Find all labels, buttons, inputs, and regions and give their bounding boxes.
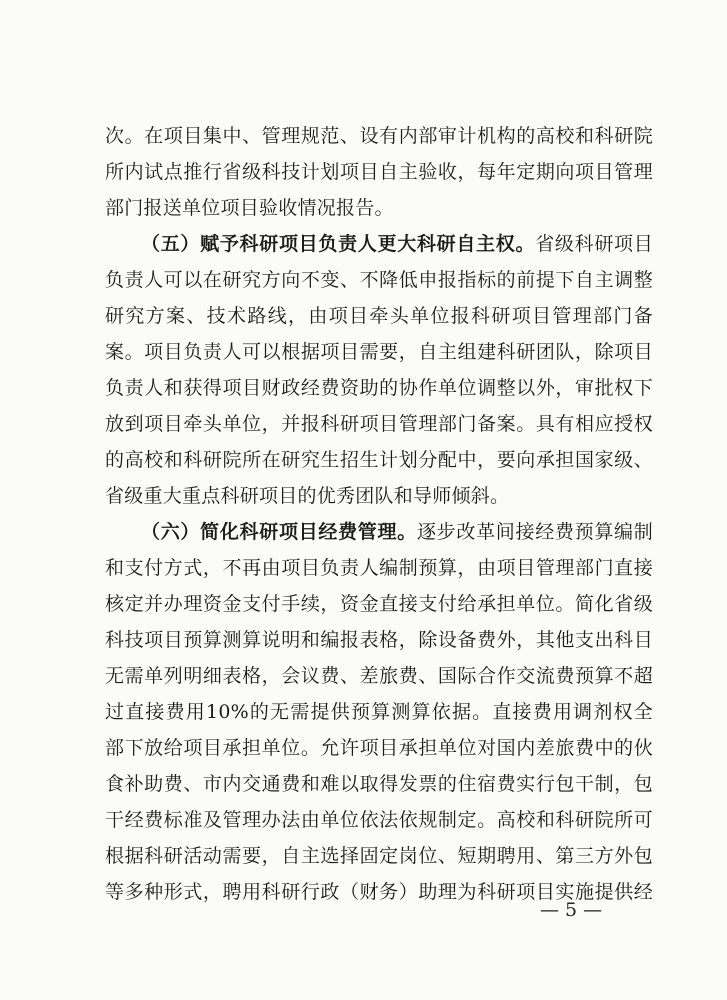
section-heading: （六）简化科研项目经费管理。 <box>141 521 417 543</box>
body-text: 等多种形式，聘用科研行政（财务）助理为科研项目实施提供经 <box>105 881 653 903</box>
body-text: 食补助费、市内交通费和难以取得发票的住宿费实行包干制，包 <box>105 773 653 795</box>
text-line <box>105 370 653 406</box>
body-text: 科技项目预算测算说明和编报表格，除设备费外，其他支出科目 <box>105 629 653 651</box>
body-text: 部门报送单位项目验收情况报告。 <box>105 197 394 219</box>
body-text: 根据科研活动需要，自主选择固定岗位、短期聘用、第三方外包 <box>105 845 653 867</box>
text-line <box>105 226 653 262</box>
body-text: 负责人和获得项目财政经费资助的协作单位调整以外，审批权下 <box>105 377 653 399</box>
text-line <box>105 442 653 478</box>
text-line <box>105 298 653 334</box>
text-line <box>105 802 653 838</box>
text-line <box>105 658 653 694</box>
body-text: 核定并办理资金支付手续，资金直接支付给承担单位。简化省级 <box>105 593 653 615</box>
body-text: 和支付方式，不再由项目负责人编制预算，由项目管理部门直接 <box>105 557 653 579</box>
body-text: 所内试点推行省级科技计划项目自主验收，每年定期向项目管理 <box>105 161 653 183</box>
body-text: 逐步改革间接经费预算编制 <box>416 521 653 543</box>
body-text: 过直接费用10%的无需提供预算测算依据。直接费用调剂权全 <box>105 701 653 723</box>
text-line <box>105 766 653 802</box>
page-number: — 5 — <box>540 899 603 921</box>
body-text: 省级重大重点科研项目的优秀团队和导师倾斜。 <box>105 485 510 507</box>
text-line <box>105 406 653 442</box>
body-text: 放到项目牵头单位，并报科研项目管理部门备案。具有相应授权 <box>105 413 653 435</box>
text-line <box>105 586 653 622</box>
body-text: 干经费标准及管理办法由单位依法依规制定。高校和科研院所可 <box>105 809 653 831</box>
text-line <box>105 514 653 550</box>
body-text: 次。在项目集中、管理规范、设有内部审计机构的高校和科研院 <box>105 125 653 147</box>
text-line <box>105 550 653 586</box>
text-line <box>105 154 653 190</box>
text-line <box>105 262 653 298</box>
text-line <box>105 478 653 514</box>
text-line <box>105 622 653 658</box>
body-text: 无需单列明细表格，会议费、差旅费、国际合作交流费预算不超 <box>105 665 653 687</box>
text-line <box>105 694 653 730</box>
text-line <box>105 334 653 370</box>
body-text: 的高校和科研院所在研究生招生计划分配中，要向承担国家级、 <box>105 449 653 471</box>
body-text: 负责人可以在研究方向不变、不降低申报指标的前提下自主调整 <box>105 269 653 291</box>
text-line <box>105 190 653 226</box>
section-heading: （五）赋予科研项目负责人更大科研自主权。 <box>141 233 536 255</box>
text-line <box>105 118 653 154</box>
body-text: 案。项目负责人可以根据项目需要，自主组建科研团队，除项目 <box>105 341 653 363</box>
body-text: 部下放给项目承担单位。允许项目承担单位对国内差旅费中的伙 <box>105 737 653 759</box>
body-text: 研究方案、技术路线，由项目牵头单位报科研项目管理部门备 <box>105 305 653 327</box>
body-text: 省级科研项目 <box>535 233 653 255</box>
text-line <box>105 838 653 874</box>
document-body <box>105 118 653 910</box>
text-line <box>105 730 653 766</box>
